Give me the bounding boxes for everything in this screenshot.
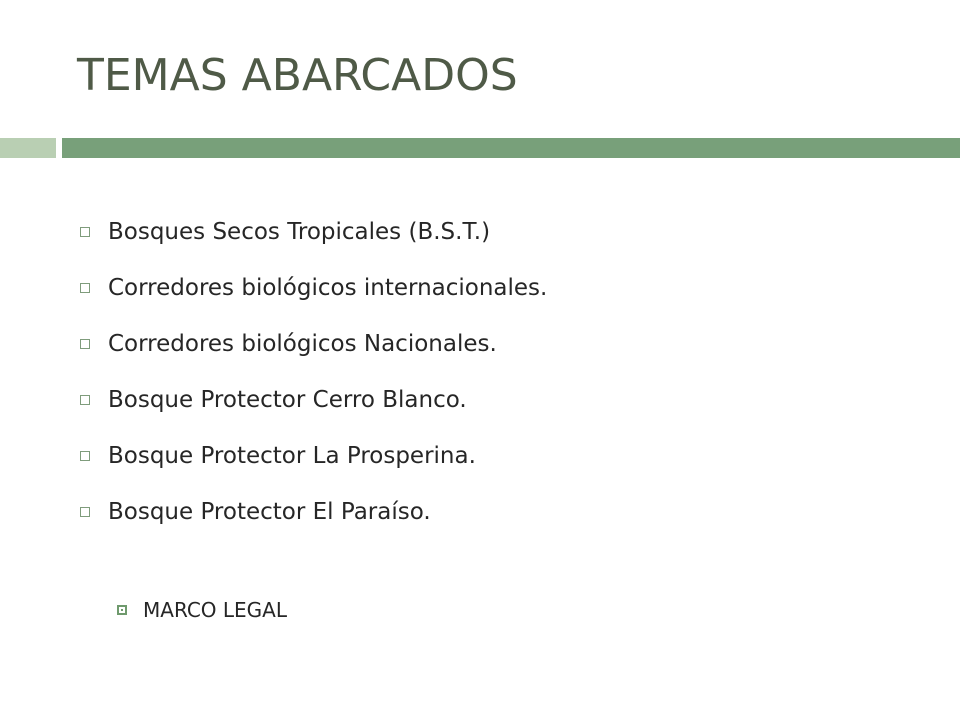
- hollow-square-icon: [80, 451, 90, 461]
- list-item: [80, 204, 547, 260]
- list-item: [80, 316, 547, 372]
- hollow-square-icon: [80, 283, 90, 293]
- hollow-square-icon: [80, 395, 90, 405]
- bullet-list: [80, 204, 547, 540]
- bullet-text: Bosques Secos Tropicales (B.S.T.): [108, 219, 491, 245]
- list-item: [80, 372, 547, 428]
- title-rule: [62, 138, 960, 158]
- filled-square-icon: [117, 605, 127, 615]
- sub-bullet-text: MARCO LEGAL: [143, 598, 288, 622]
- slide-title: TEMAS ABARCADOS: [77, 50, 518, 101]
- bullet-text: Bosque Protector El Paraíso.: [108, 499, 431, 525]
- title-rule-accent: [0, 138, 56, 158]
- bullet-text: Corredores biológicos Nacionales.: [108, 331, 497, 357]
- bullet-text: Corredores biológicos internacionales.: [108, 275, 548, 301]
- list-item: [80, 428, 547, 484]
- hollow-square-icon: [80, 507, 90, 517]
- bullet-text: Bosque Protector La Prosperina.: [108, 443, 476, 469]
- hollow-square-icon: [80, 227, 90, 237]
- list-item: [80, 260, 547, 316]
- hollow-square-icon: [80, 339, 90, 349]
- list-item: [80, 484, 547, 540]
- bullet-text: Bosque Protector Cerro Blanco.: [108, 387, 467, 413]
- sub-bullet-item: [117, 598, 287, 622]
